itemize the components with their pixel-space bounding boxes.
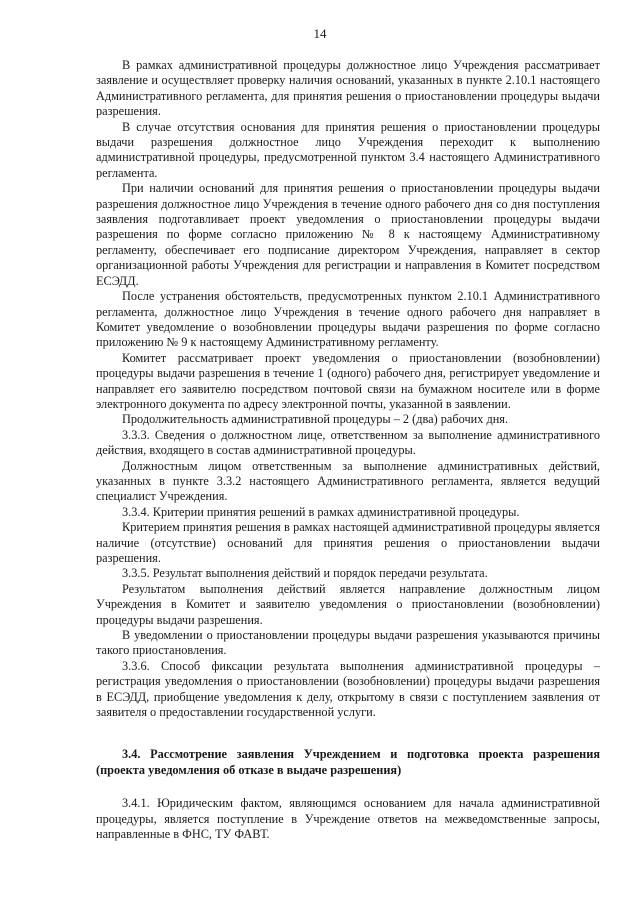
paragraph: 3.3.5. Результат выполнения действий и порядок передачи результата.	[122, 566, 488, 581]
paragraph: Комитет рассматривает проект уведомления о приостановлении (возобновлении) процедуры выдачи разрешения в течение 1 (одного) рабочего дня, регистрирует уведомление и направляет его заявителю посредством почтовой связи на бумажном носителе или в форме электронного документа по адресу электронной почты, указанной в заявлении.	[96, 350, 600, 411]
section-heading: 3.4. Рассмотрение заявления Учреждением и подготовка проекта разрешения (проекта уведомления об отказе в выдаче разрешения)	[96, 747, 600, 777]
paragraph: При наличии оснований для принятия решения о приостановлении процедуры выдачи разрешения должностное лицо Учреждения в течение одного рабочего дня со дня поступления заявления подготавливает проект уведомления о приостановлении процедуры выдачи разрешения по форме согласно приложению № 8 к настоящему Административному регламенту, обеспечивает его подписание директором Учреждения, направляет в сектор организационной работы Учреждения для регистрации и направления в Комитет посредством ЕСЭДД.	[96, 181, 600, 288]
paragraph: В случае отсутствия основания для принятия решения о приостановлении процедуры выдачи разрешения должностное лицо Учреждения переходит к выполнению административной процедуры, предусмотренной пунктом 3.4 настоящего Административного регламента.	[96, 119, 600, 180]
page-number: 14	[313, 26, 327, 41]
paragraph: После устранения обстоятельств, предусмотренных пунктом 2.10.1 Административного регламента, должностное лицо Учреждения в течение одного рабочего дня направляет в Комитет уведомление о возобновлении процедуры выдачи разрешения по форме согласно приложению № 9 к настоящему Административному регламенту.	[96, 289, 600, 350]
paragraph: 3.4.1. Юридическим фактом, являющимся основанием для начала административной процедуры, является поступление в Учреждение ответов на межведомственные запросы, направленные в ФНС, ТУ ФАВТ.	[96, 796, 600, 842]
paragraph: Критерием принятия решения в рамках настоящей административной процедуры является наличие (отсутствие) оснований для принятия решения о приостановлении выдачи разрешения.	[96, 520, 600, 565]
paragraph: 3.3.6. Способ фиксации результата выполнения административной процедуры – регистрация уведомления о приостановлении (возобновлении) процедуры выдачи разрешения в ЕСЭДД, приобщение уведомления к делу, открытому в связи с поступлением заявления от заявителя о предоставлении государственной услуги.	[96, 658, 600, 720]
paragraph: В рамках административной процедуры должностное лицо Учреждения рассматривает заявление и осуществляет проверку наличия оснований, указанных в пункте 2.10.1 настоящего Административного регламента, для принятия решения о приостановлении процедуры выдачи разрешения.	[96, 58, 600, 119]
paragraph: Должностным лицом ответственным за выполнение административных действий, указанных в пункте 3.3.2 настоящего Административного регламента, является ведущий специалист Учреждения.	[96, 458, 600, 504]
document-body	[96, 58, 600, 843]
paragraph: 3.3.4. Критерии принятия решений в рамках административной процедуры.	[122, 504, 520, 519]
paragraph: Продолжительность административной процедуры – 2 (два) рабочих дня.	[122, 412, 509, 427]
paragraph: В уведомлении о приостановлении процедуры выдачи разрешения указываются причины такого приостановления.	[96, 628, 600, 658]
paragraph: 3.3.3. Сведения о должностном лице, ответственном за выполнение административного действия, входящего в состав административной процедуры.	[96, 427, 600, 458]
paragraph: Результатом выполнения действий является направление должностным лицом Учреждения в Комитет и заявителю уведомления о приостановлении (возобновлении) процедуры выдачи разрешения.	[96, 581, 600, 627]
